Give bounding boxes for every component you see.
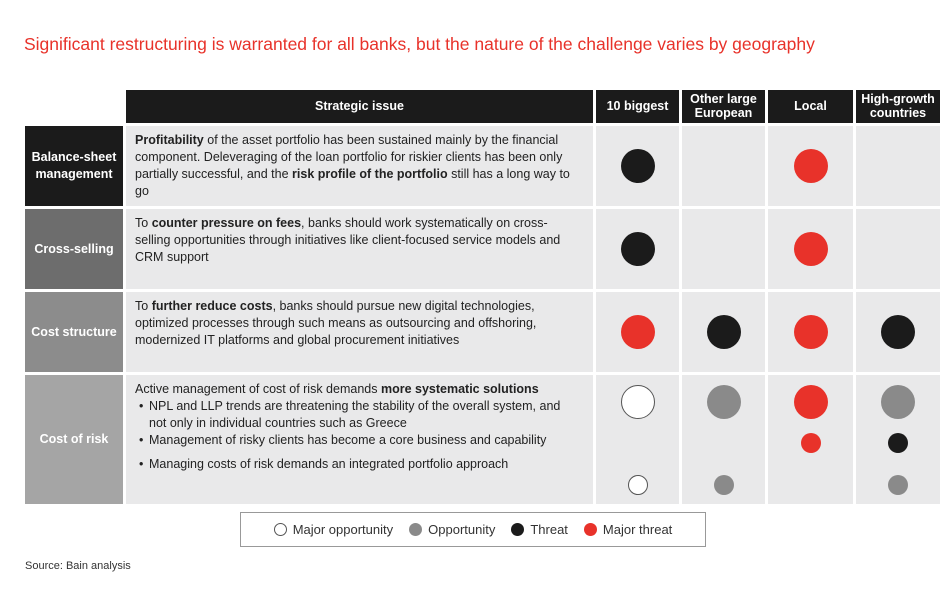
mark-cell bbox=[768, 209, 853, 289]
row-text-cross-selling bbox=[126, 209, 593, 289]
body-text: To bbox=[135, 216, 152, 230]
header-high-growth-countries: High-growth countries bbox=[856, 90, 940, 123]
major-opportunity-marker bbox=[628, 475, 648, 495]
mark-cell bbox=[596, 375, 679, 504]
legend-item bbox=[584, 522, 672, 537]
emphasis-text: further reduce costs bbox=[151, 299, 273, 313]
row-label-cost-structure: Cost structure bbox=[25, 292, 123, 372]
major-opportunity-marker bbox=[621, 385, 655, 419]
page-title: Significant restructuring is warranted for all banks, but the nature of the challenge varies by geography bbox=[24, 34, 815, 54]
cost-of-risk-intro bbox=[135, 381, 581, 398]
row-label-cross-selling: Cross-selling bbox=[25, 209, 123, 289]
bullet-text: NPL and LLP trends are threatening the stability of the overall system, and not only in individual countries such as Greece bbox=[149, 399, 561, 430]
mark-cell bbox=[768, 126, 853, 206]
header-corner bbox=[25, 90, 123, 123]
body-text: , banks should pursue new digital technologies, optimized processes through such means as outsourcing and offshoring, modernized IT platforms and global procurement initiatives bbox=[135, 299, 537, 347]
mark-cell bbox=[856, 209, 940, 289]
body-text: of the asset portfolio has been sustained mainly by the financial component. Deleveraging of the loan portfolio for riskier clients has been only partially successful, and the bbox=[135, 133, 563, 181]
threat-swatch bbox=[511, 523, 524, 536]
row-label-balance-sheet: Balance-sheet management bbox=[25, 126, 123, 206]
mark-cell bbox=[856, 375, 940, 504]
bullet-item bbox=[135, 456, 581, 473]
emphasis-text: counter pressure on fees bbox=[151, 216, 302, 230]
row-text-cost-structure bbox=[126, 292, 593, 372]
major-threat-marker bbox=[794, 315, 828, 349]
opportunity-marker bbox=[881, 385, 915, 419]
opportunity-marker bbox=[707, 385, 741, 419]
mark-cell bbox=[682, 375, 765, 504]
legend-label: Opportunity bbox=[428, 522, 496, 537]
legend-item bbox=[511, 522, 568, 537]
mark-cell bbox=[682, 126, 765, 206]
mark-cell bbox=[596, 292, 679, 372]
mark-cell bbox=[768, 375, 853, 504]
threat-marker bbox=[707, 315, 741, 349]
threat-marker bbox=[621, 149, 655, 183]
legend-item bbox=[409, 522, 495, 537]
major-threat-swatch bbox=[584, 523, 597, 536]
threat-marker bbox=[621, 232, 655, 266]
bullet-text: Managing costs of risk demands an integrated portfolio approach bbox=[149, 457, 509, 471]
mark-cell bbox=[768, 292, 853, 372]
bullet-marker: • bbox=[139, 399, 144, 413]
emphasis-text: risk profile of the portfolio bbox=[292, 167, 448, 181]
mark-cell bbox=[856, 292, 940, 372]
body-text: , banks should work systematically on cross-selling opportunities through initiatives like client-focused service models and CRM support bbox=[135, 216, 561, 264]
legend-label: Threat bbox=[530, 522, 568, 537]
threat-marker bbox=[888, 433, 908, 453]
mark-cell bbox=[856, 126, 940, 206]
major-threat-marker bbox=[794, 232, 828, 266]
row-label-cost-of-risk: Cost of risk bbox=[25, 375, 123, 504]
body-text: still has a long way to go bbox=[135, 167, 570, 198]
opportunity-marker bbox=[888, 475, 908, 495]
strategic-issue-table bbox=[25, 90, 940, 498]
bullet-item bbox=[135, 432, 581, 449]
major-threat-marker bbox=[801, 433, 821, 453]
threat-marker bbox=[881, 315, 915, 349]
major-threat-marker bbox=[794, 149, 828, 183]
bullet-marker: • bbox=[139, 457, 144, 471]
legend-label: Major threat bbox=[602, 522, 673, 537]
intro-bold: more systematic solutions bbox=[380, 382, 539, 396]
legend-item bbox=[274, 522, 393, 537]
legend bbox=[240, 512, 706, 547]
bullet-text: Management of risky clients has become a core business and capability bbox=[149, 433, 547, 447]
mark-cell bbox=[596, 209, 679, 289]
header-local: Local bbox=[768, 90, 853, 123]
header-strategic-issue: Strategic issue bbox=[126, 90, 593, 123]
bullet-item bbox=[135, 398, 581, 432]
header-other-large-european: Other large European bbox=[682, 90, 765, 123]
major-threat-marker bbox=[621, 315, 655, 349]
bullet-marker: • bbox=[139, 433, 144, 447]
header-10-biggest: 10 biggest bbox=[596, 90, 679, 123]
row-text-cost-of-risk bbox=[126, 375, 593, 504]
mark-cell bbox=[682, 209, 765, 289]
major-threat-marker bbox=[794, 385, 828, 419]
emphasis-text: Profitability bbox=[135, 133, 204, 147]
legend-label: Major opportunity bbox=[292, 522, 394, 537]
row-text-balance-sheet bbox=[126, 126, 593, 206]
intro-plain: Active management of cost of risk demands bbox=[135, 382, 381, 396]
mark-cell bbox=[682, 292, 765, 372]
body-text: To bbox=[135, 299, 152, 313]
opportunity-swatch bbox=[409, 523, 422, 536]
opportunity-marker bbox=[714, 475, 734, 495]
mark-cell bbox=[596, 126, 679, 206]
major-opportunity-swatch bbox=[274, 523, 287, 536]
source-note: Source: Bain analysis bbox=[25, 560, 131, 572]
